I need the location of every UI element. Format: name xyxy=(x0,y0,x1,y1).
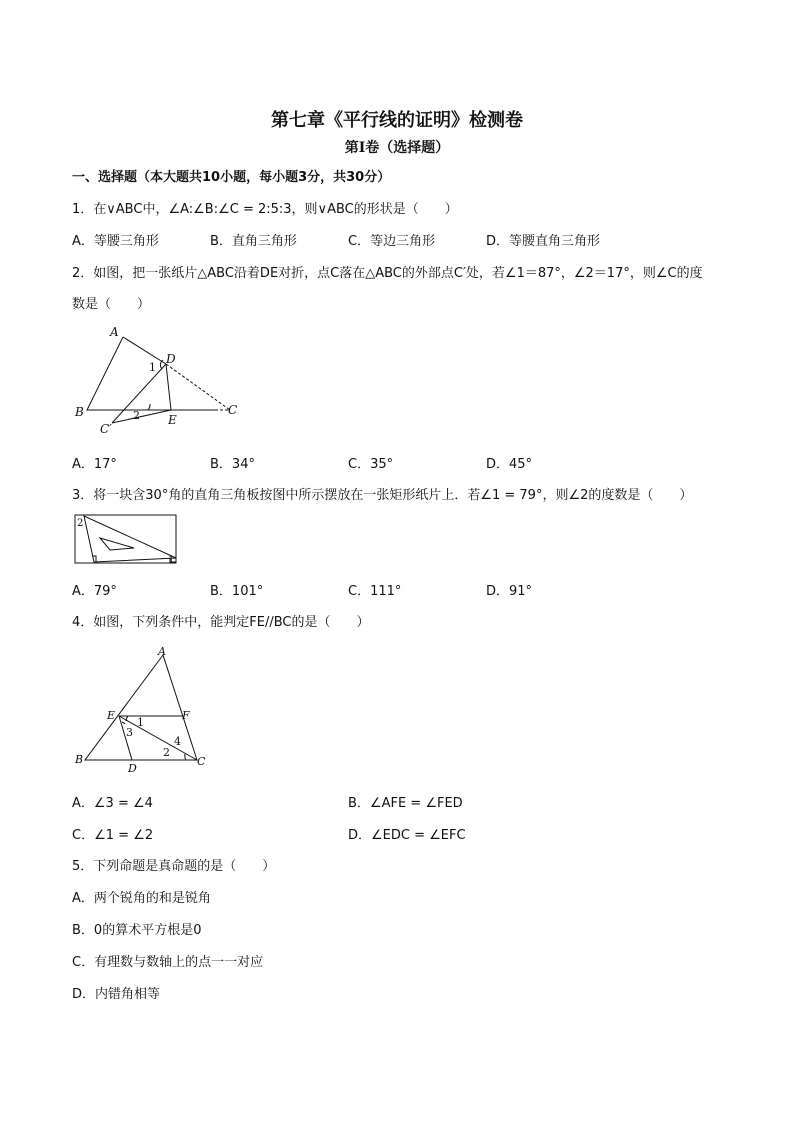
angle-3-arc xyxy=(122,722,125,724)
label-angle-3: 3 xyxy=(126,726,133,739)
label-c: C xyxy=(228,403,238,417)
question-4-option-c[interactable]: C．∠1 = ∠2 xyxy=(72,828,154,843)
question-2-option-a[interactable]: A．17° xyxy=(72,457,117,472)
label-a: A xyxy=(158,645,166,658)
label-f: F xyxy=(182,709,190,722)
label-d: D xyxy=(128,762,137,774)
question-3-stem: 3．将一块含30°角的直角三角板按图中所示摆放在一张矩形纸片上．若∠1 = 79°，则∠2的度数是（ ） xyxy=(72,488,693,503)
label-angle-1: 1 xyxy=(137,716,144,729)
angle-2-arc xyxy=(148,404,150,410)
question-2-figure xyxy=(70,322,255,440)
question-2-option-c[interactable]: C．35° xyxy=(348,457,394,472)
label-angle-2: 2 xyxy=(77,518,84,529)
question-5-option-d[interactable]: D．内错角相等 xyxy=(72,987,161,1002)
question-2-stem-line1: 2．如图，把一张纸片△ABC沿着DE对折，点C落在△ABC的外部点C′处，若∠1＝87°，∠2＝17°，则∠C的度 xyxy=(72,266,703,281)
set-square-outer xyxy=(84,516,176,562)
segment-c-prime-e xyxy=(112,410,171,423)
label-c-prime: C′ xyxy=(100,422,112,436)
dashed-dc xyxy=(166,364,230,410)
question-5-stem: 5．下列命题是真命题的是（ ） xyxy=(72,859,276,874)
page-title: 第七章《平行线的证明》检测卷 xyxy=(271,110,523,131)
question-4-option-b[interactable]: B．∠AFE = ∠FED xyxy=(348,796,463,811)
question-1-option-d[interactable]: D．等腰直角三角形 xyxy=(486,234,601,249)
question-1-option-a[interactable]: A．等腰三角形 xyxy=(72,234,159,249)
segment-ad xyxy=(123,337,166,364)
question-1-option-b[interactable]: B．直角三角形 xyxy=(210,234,297,249)
question-3-figure xyxy=(72,512,182,566)
question-5-option-b[interactable]: B．0的算术平方根是0 xyxy=(72,923,202,938)
question-3-option-c[interactable]: C．111° xyxy=(348,584,402,599)
label-d: D xyxy=(166,352,176,366)
label-b: B xyxy=(75,405,84,419)
question-4-option-d[interactable]: D．∠EDC = ∠EFC xyxy=(348,828,466,843)
question-5-option-a[interactable]: A．两个锐角的和是锐角 xyxy=(72,891,211,906)
rectangle-paper xyxy=(75,515,176,563)
set-square-inner xyxy=(100,538,134,550)
label-angle-1: 1 xyxy=(149,361,156,374)
question-3-option-d[interactable]: D．91° xyxy=(486,584,533,599)
question-2-stem-line2: 数是（ ） xyxy=(72,297,151,312)
label-b: B xyxy=(75,753,84,766)
question-5-option-c[interactable]: C．有理数与数轴上的点一一对应 xyxy=(72,955,264,970)
label-angle-2: 2 xyxy=(133,409,140,422)
question-4-figure xyxy=(70,642,215,774)
label-a: A xyxy=(110,325,119,339)
label-c: C xyxy=(197,755,206,768)
question-2-option-d[interactable]: D．45° xyxy=(486,457,533,472)
question-1-option-c[interactable]: C．等边三角形 xyxy=(348,234,436,249)
question-4-option-a[interactable]: A．∠3 = ∠4 xyxy=(72,796,153,811)
question-3-option-b[interactable]: B．101° xyxy=(210,584,264,599)
label-e: E xyxy=(168,413,177,427)
angle-2-arc xyxy=(185,754,186,760)
label-angle-4: 4 xyxy=(174,735,181,748)
question-3-option-a[interactable]: A．79° xyxy=(72,584,117,599)
fold-line-de xyxy=(166,364,171,410)
label-e: E xyxy=(107,709,116,722)
label-angle-1: 1 xyxy=(168,555,175,566)
section-heading: 一、选择题（本大题共10小题，每小题3分，共30分） xyxy=(72,170,391,185)
question-4-stem: 4．如图，下列条件中，能判定FE//BC的是（ ） xyxy=(72,615,370,630)
question-2-option-b[interactable]: B．34° xyxy=(210,457,255,472)
question-1-stem: 1．在∨ABC中，∠A:∠B:∠C = 2:5:3，则∨ABC的形状是（ ） xyxy=(72,202,458,217)
label-angle-2: 2 xyxy=(163,746,170,759)
page-subtitle: 第I卷（选择题） xyxy=(344,140,450,156)
